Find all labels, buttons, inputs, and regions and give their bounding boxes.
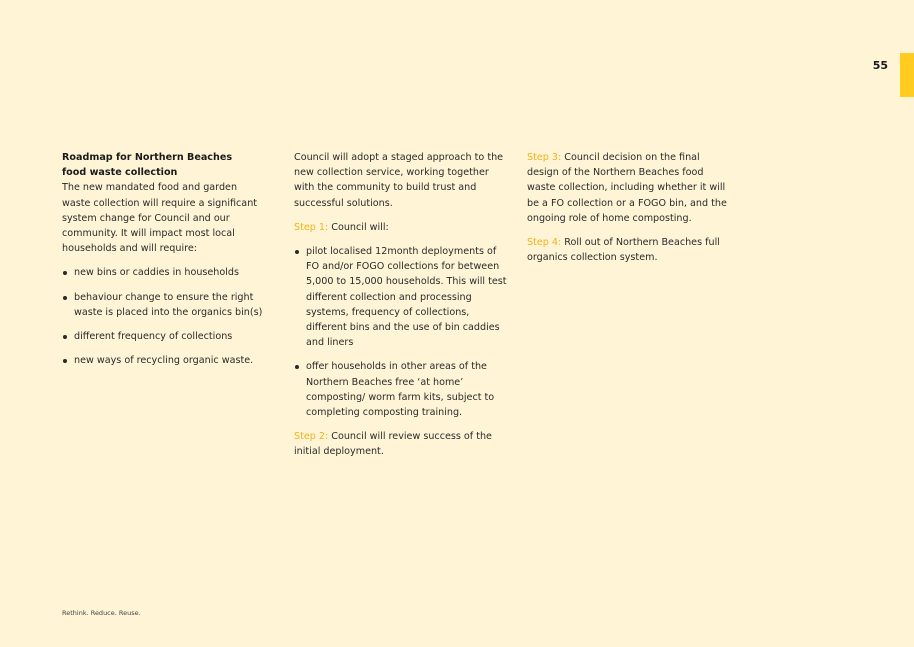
list-item: new ways of recycling organic waste. — [62, 353, 267, 368]
intro-paragraph: The new mandated food and garden waste collection will require a significant system change for Council and our community. It will impact most local households and will require: — [62, 182, 258, 255]
list-item: offer households in other areas of the Northern Beaches free ‘at home’ composting/ worm farm kits, subject to completing composting training. — [294, 359, 509, 420]
step-3-paragraph — [527, 150, 727, 226]
step-1-list — [294, 244, 509, 420]
heading-line-1: Roadmap for Northern Beaches — [62, 152, 233, 163]
column-staged-approach — [294, 150, 509, 460]
step-1-text: Council will: — [328, 221, 389, 233]
step-1-label: Step 1: — [294, 221, 329, 233]
list-item: pilot localised 12month deployments of FO and/or FOGO collections for between 5,000 to 15,000 households. This will test different collection and processing systems, frequency of collections, different bins and the use of bin caddies and liners — [294, 244, 509, 350]
heading-line-2: food waste collection — [62, 167, 178, 179]
step-1-paragraph — [294, 220, 509, 235]
step-2-paragraph — [294, 429, 509, 459]
step-3-text: Council decision on the final design of the Northern Beaches food waste collection, including whether it will be a FO collection or a FOGO bin, and the ongoing role of home composting. — [527, 152, 727, 224]
step-4-text: Roll out of Northern Beaches full organics collection system. — [527, 237, 720, 264]
section-heading — [62, 150, 267, 180]
list-item: new bins or caddies in households — [62, 265, 267, 280]
list-item: different frequency of collections — [62, 329, 267, 344]
requirements-list — [62, 265, 267, 368]
step-4-paragraph — [527, 235, 727, 265]
step-3-label: Step 3: — [527, 152, 562, 163]
list-item: behaviour change to ensure the right waste is placed into the organics bin(s) — [62, 290, 267, 320]
page-tab-marker — [900, 53, 914, 97]
step-2-text: Council will review success of the initial deployment. — [294, 431, 492, 458]
column-roadmap — [62, 150, 267, 368]
step-2-label: Step 2: — [294, 431, 329, 443]
step-4-label: Step 4: — [527, 237, 562, 249]
footer-tagline: Rethink. Reduce. Reuse. — [62, 609, 141, 617]
staged-approach-paragraph: Council will adopt a staged approach to the new collection service, working together with the community to build trust and successful solutions. — [294, 152, 504, 209]
column-later-steps — [527, 150, 727, 265]
page-number: 55 — [872, 59, 888, 72]
